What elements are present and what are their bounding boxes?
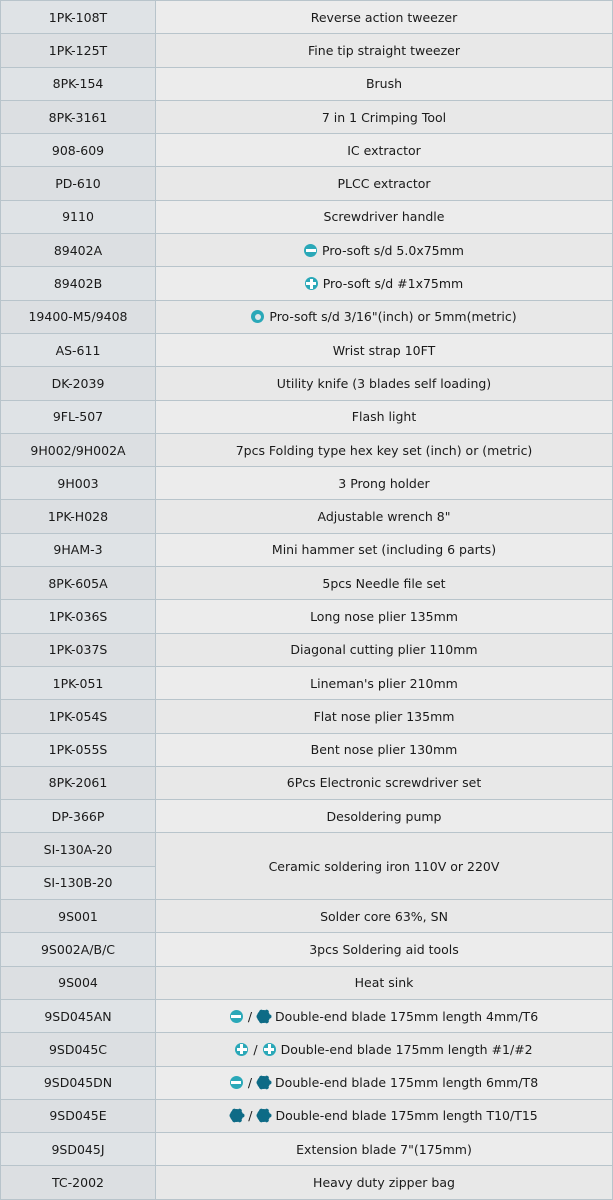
part-desc-cell — [156, 900, 613, 933]
table-row — [1, 700, 613, 733]
part-desc-cell — [156, 134, 613, 167]
table-row — [1, 67, 613, 100]
table-row — [1, 933, 613, 966]
icon-separator: / — [247, 1008, 253, 1024]
table-row — [1, 733, 613, 766]
part-desc-text: Diagonal cutting plier 110mm — [290, 642, 478, 658]
table-row — [1, 1099, 613, 1132]
part-desc-cell — [156, 333, 613, 366]
part-desc-cell — [156, 999, 613, 1032]
part-code-cell: DK-2039 — [1, 367, 156, 400]
part-desc-text: Pro-soft s/d 5.0x75mm — [322, 242, 464, 258]
torx-driver-icon — [257, 1109, 270, 1122]
part-desc-text: Heavy duty zipper bag — [313, 1175, 455, 1191]
part-desc-cell — [156, 533, 613, 566]
part-desc-text: Lineman's plier 210mm — [310, 675, 458, 691]
part-code-cell: 8PK-154 — [1, 67, 156, 100]
parts-list-body — [1, 1, 613, 1200]
table-row — [1, 999, 613, 1032]
table-row — [1, 400, 613, 433]
part-desc-text: Flat nose plier 135mm — [313, 708, 455, 724]
part-desc-text: 3pcs Soldering aid tools — [309, 941, 459, 957]
phillips-driver-icon — [235, 1043, 248, 1056]
part-code-cell: 1PK-125T — [1, 34, 156, 67]
part-desc-text: Desoldering pump — [326, 808, 442, 824]
part-desc-text: 7 in 1 Crimping Tool — [321, 109, 447, 125]
slotted-driver-icon — [230, 1010, 243, 1023]
torx-driver-icon — [230, 1109, 243, 1122]
part-code-cell: 9S002A/B/C — [1, 933, 156, 966]
part-desc-text: Wrist strap 10FT — [332, 342, 436, 358]
table-row — [1, 1066, 613, 1099]
part-code-cell: 8PK-2061 — [1, 766, 156, 799]
part-code-cell: 9110 — [1, 200, 156, 233]
table-row — [1, 34, 613, 67]
part-desc-cell — [156, 733, 613, 766]
part-desc-text: 5pcs Needle file set — [322, 575, 446, 591]
part-code-cell: 1PK-037S — [1, 633, 156, 666]
part-desc-text: 7pcs Folding type hex key set (inch) or (metric) — [235, 442, 533, 458]
icon-separator: / — [253, 1041, 258, 1057]
part-code-cell: TC-2002 — [1, 1166, 156, 1199]
part-desc-cell — [156, 34, 613, 67]
icon-separator: / — [247, 1075, 253, 1091]
torx-driver-icon — [257, 1076, 270, 1089]
part-desc-cell — [156, 367, 613, 400]
part-desc-cell — [156, 1066, 613, 1099]
part-code-cell: SI-130A-20 — [1, 833, 156, 866]
table-row — [1, 600, 613, 633]
part-code-cell: PD-610 — [1, 167, 156, 200]
table-row — [1, 766, 613, 799]
table-row — [1, 333, 613, 366]
part-code-cell: 89402A — [1, 234, 156, 267]
part-code-cell: 1PK-051 — [1, 666, 156, 699]
part-desc-cell — [156, 666, 613, 699]
part-desc-cell — [156, 766, 613, 799]
table-row — [1, 1, 613, 34]
part-desc-cell — [156, 1033, 613, 1066]
part-code-cell: 1PK-H028 — [1, 500, 156, 533]
part-desc-cell — [156, 633, 613, 666]
part-desc-cell — [156, 700, 613, 733]
part-code-cell: 9H003 — [1, 467, 156, 500]
part-desc-cell — [156, 67, 613, 100]
part-desc-text: 6Pcs Electronic screwdriver set — [286, 775, 482, 791]
table-row — [1, 433, 613, 466]
part-desc-text: Flash light — [351, 409, 417, 425]
socket-driver-icon — [251, 310, 264, 323]
part-code-cell: 1PK-108T — [1, 1, 156, 34]
part-code-cell: 9HAM-3 — [1, 533, 156, 566]
torx-driver-icon — [257, 1010, 270, 1023]
part-desc-text: Bent nose plier 130mm — [310, 742, 458, 758]
part-code-cell: 9SD045J — [1, 1133, 156, 1166]
part-desc-cell — [156, 433, 613, 466]
table-row — [1, 800, 613, 833]
part-desc-cell — [156, 933, 613, 966]
part-code-cell: 1PK-036S — [1, 600, 156, 633]
part-desc-cell — [156, 966, 613, 999]
part-desc-text: Utility knife (3 blades self loading) — [276, 375, 492, 391]
part-desc-cell-merged — [156, 833, 613, 900]
part-code-cell: 9SD045AN — [1, 999, 156, 1032]
table-row — [1, 900, 613, 933]
part-desc-text: Pro-soft s/d #1x75mm — [322, 276, 464, 292]
part-desc-cell — [156, 234, 613, 267]
phillips-driver-icon — [305, 277, 318, 290]
icon-separator: / — [248, 1108, 253, 1124]
part-desc-text: Screwdriver handle — [323, 209, 445, 225]
part-desc-text: Solder core 63%, SN — [320, 908, 448, 924]
part-desc-text: Fine tip straight tweezer — [308, 42, 460, 58]
part-desc-cell — [156, 100, 613, 133]
part-desc-cell — [156, 400, 613, 433]
part-desc-text: Extension blade 7"(175mm) — [296, 1141, 472, 1157]
table-row — [1, 567, 613, 600]
table-row — [1, 1033, 613, 1066]
part-desc-text: Double-end blade 175mm length #1/#2 — [280, 1041, 533, 1057]
part-desc-text: Reverse action tweezer — [310, 9, 458, 25]
phillips-driver-icon — [263, 1043, 276, 1056]
table-row — [1, 100, 613, 133]
part-desc-text: Double-end blade 175mm length 6mm/T8 — [275, 1075, 539, 1091]
part-desc-text: Adjustable wrench 8" — [317, 509, 451, 525]
part-desc-text: PLCC extractor — [337, 176, 431, 192]
part-code-cell: 9SD045C — [1, 1033, 156, 1066]
part-desc-cell — [156, 1099, 613, 1132]
table-row — [1, 167, 613, 200]
part-desc-cell — [156, 800, 613, 833]
table-row — [1, 833, 613, 866]
table-row — [1, 966, 613, 999]
part-code-cell: 9S004 — [1, 966, 156, 999]
table-row — [1, 1133, 613, 1166]
part-code-cell: 8PK-605A — [1, 567, 156, 600]
table-row — [1, 500, 613, 533]
part-desc-text: Double-end blade 175mm length 4mm/T6 — [275, 1008, 539, 1024]
table-row — [1, 134, 613, 167]
part-desc-text: 3 Prong holder — [338, 475, 430, 491]
part-desc-text: Mini hammer set (including 6 parts) — [271, 542, 497, 558]
table-row — [1, 300, 613, 333]
part-code-cell: AS-611 — [1, 333, 156, 366]
part-desc-cell — [156, 267, 613, 300]
part-desc-text: Double-end blade 175mm length T10/T15 — [275, 1108, 538, 1124]
part-code-cell: 1PK-055S — [1, 733, 156, 766]
part-desc-cell — [156, 500, 613, 533]
part-desc-cell — [156, 1166, 613, 1199]
slotted-driver-icon — [304, 244, 317, 257]
table-row — [1, 533, 613, 566]
table-row — [1, 200, 613, 233]
part-code-cell: SI-130B-20 — [1, 866, 156, 899]
table-row — [1, 367, 613, 400]
part-code-cell: 19400-M5/9408 — [1, 300, 156, 333]
table-row — [1, 234, 613, 267]
part-desc-cell — [156, 167, 613, 200]
part-desc-text: Ceramic soldering iron 110V or 220V — [268, 858, 500, 874]
part-desc-cell — [156, 567, 613, 600]
part-code-cell: 89402B — [1, 267, 156, 300]
part-code-cell: 908-609 — [1, 134, 156, 167]
part-desc-cell — [156, 1133, 613, 1166]
part-code-cell: 8PK-3161 — [1, 100, 156, 133]
part-desc-text: Heat sink — [354, 975, 414, 991]
part-desc-cell — [156, 600, 613, 633]
part-desc-cell — [156, 200, 613, 233]
part-code-cell: 9SD045DN — [1, 1066, 156, 1099]
part-desc-text: Long nose plier 135mm — [310, 608, 458, 624]
table-row — [1, 633, 613, 666]
part-desc-cell — [156, 467, 613, 500]
part-code-cell: 9SD045E — [1, 1099, 156, 1132]
part-desc-text: IC extractor — [347, 142, 421, 158]
table-row — [1, 666, 613, 699]
part-code-cell: 9H002/9H002A — [1, 433, 156, 466]
part-desc-cell — [156, 1, 613, 34]
part-code-cell: 9S001 — [1, 900, 156, 933]
part-code-cell: DP-366P — [1, 800, 156, 833]
part-desc-text: Brush — [365, 76, 403, 92]
table-row — [1, 467, 613, 500]
table-row — [1, 267, 613, 300]
part-code-cell: 9FL-507 — [1, 400, 156, 433]
slotted-driver-icon — [230, 1076, 243, 1089]
table-row — [1, 1166, 613, 1199]
part-desc-cell — [156, 300, 613, 333]
part-desc-text: Pro-soft s/d 3/16"(inch) or 5mm(metric) — [269, 309, 517, 325]
part-code-cell: 1PK-054S — [1, 700, 156, 733]
